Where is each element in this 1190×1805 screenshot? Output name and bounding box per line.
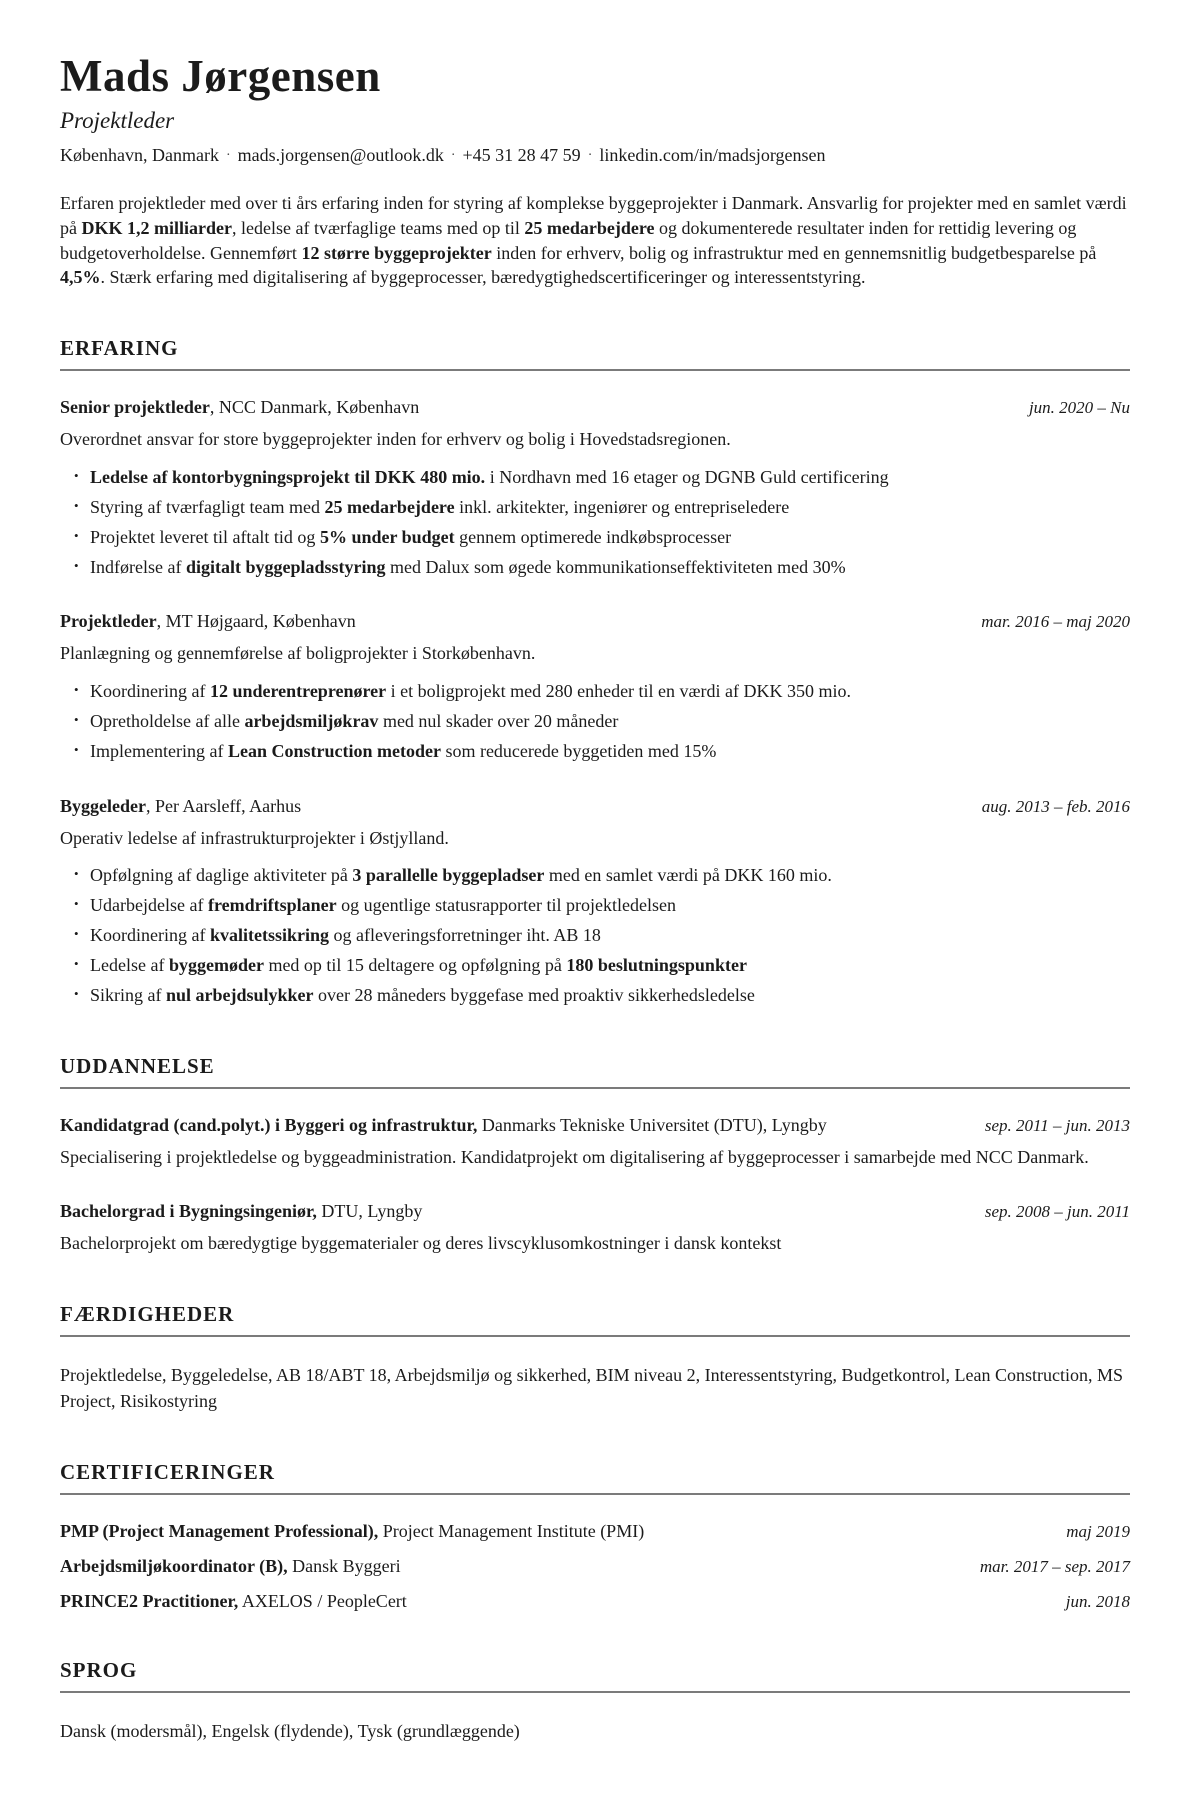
bullet-segment: Lean Construction metoder (227, 740, 441, 761)
degree-description: Bachelorprojekt om bæredygtige byggematerialer og deres livscyklusomkostninger i dansk kontekst (60, 1233, 782, 1254)
bullet-item (90, 893, 1130, 918)
bullet-segment: Styring af tværfagligt team med (90, 496, 325, 517)
degree-title: Kandidatgrad (cand.polyt.) i Byggeri og infrastruktur, (60, 1114, 478, 1135)
bullet-segment: 3 parallelle byggepladser (352, 865, 545, 886)
certification-text (60, 1521, 644, 1542)
skills-text: Projektledelse, Byggeledelse, AB 18/ABT 18, Arbejdsmiljø og sikkerhed, BIM niveau 2, Interessentstyring, Budgetkontrol, Lean Construction, MS Project, Risikostyring (60, 1365, 1124, 1411)
bullet-item (90, 465, 1130, 490)
degree-dates: sep. 2011 – jun. 2013 (984, 1115, 1130, 1135)
bullet-segment: Projektet leveret til aftalt tid og (90, 526, 320, 547)
bullet-segment: som reducerede byggetiden med 15% (440, 740, 717, 761)
contact-location: København, Danmark (60, 144, 219, 165)
summary-segment: 25 medarbejdere (524, 217, 655, 238)
section-heading-skills: FÆRDIGHEDER (60, 1302, 235, 1327)
job-header (60, 397, 1130, 418)
languages-text: Dansk (modersmål), Engelsk (flydende), Tysk (grundlæggende) (60, 1721, 520, 1742)
degree-title: Bachelorgrad i Bygningsingeniør, (60, 1201, 317, 1222)
degree-header-text (60, 1201, 422, 1222)
section-skills (60, 1302, 1130, 1414)
education-entry (60, 1115, 1130, 1170)
bullet-segment: 5% under budget (319, 526, 455, 547)
summary-segment: 12 større byggeprojekter (301, 242, 492, 263)
section-heading-experience: ERFARING (60, 336, 179, 361)
bullet-segment: nul arbejdsulykker (166, 984, 314, 1005)
bullet-segment: med en samlet værdi på DKK 160 mio. (544, 865, 832, 886)
section-heading-languages: SPROG (60, 1658, 138, 1683)
job-company: , MT Højgaard, København (156, 611, 356, 632)
experience-entry (60, 796, 1130, 1008)
bullet-item (90, 923, 1130, 948)
experience-list (60, 397, 1130, 1007)
bullet-item (90, 983, 1130, 1008)
certification-dates: mar. 2017 – sep. 2017 (979, 1557, 1130, 1577)
bullet-item (90, 679, 1130, 704)
job-company: , Per Aarsleff, Aarhus (145, 795, 302, 816)
section-rule (60, 369, 1130, 371)
job-description: Planlægning og gennemførelse af boligprojekter i Storkøbenhavn. (60, 643, 536, 664)
certification-title: PRINCE2 Practitioner, (60, 1591, 239, 1612)
bullet-segment: Udarbejdelse af (90, 895, 208, 916)
job-bullets (60, 863, 1130, 1007)
education-list (60, 1115, 1130, 1257)
certification-dates: jun. 2018 (1065, 1592, 1130, 1612)
certification-title: PMP (Project Management Professional), (60, 1521, 379, 1542)
job-header (60, 611, 1130, 632)
section-heading-education: UDDANNELSE (60, 1053, 215, 1078)
certification-issuer: Project Management Institute (PMI) (378, 1521, 645, 1542)
contact-phone: +45 31 28 47 59 (462, 144, 581, 165)
summary-segment: . Stærk erfaring med digitalisering af byggeprocesser, bæredygtighedscertificeringer og interessentstyring. (100, 267, 866, 288)
person-title: Projektleder (60, 107, 175, 133)
job-dates: aug. 2013 – feb. 2016 (981, 796, 1130, 816)
degree-description: Specialisering i projektledelse og byggeadministration. Kandidatprojekt om digitalisering af byggeprocesser i samarbejde med NCC Danmark. (60, 1146, 1089, 1167)
person-name: Mads Jørgensen (60, 51, 381, 101)
job-bullets (60, 465, 1130, 579)
section-rule (60, 1493, 1130, 1495)
section-heading-certifications: CERTIFICERINGER (60, 1460, 275, 1485)
job-description: Operativ ledelse af infrastrukturprojekter i Østjylland. (60, 827, 449, 848)
degree-institution: DTU, Lyngby (316, 1201, 423, 1222)
job-title: Byggeleder (60, 795, 146, 816)
summary-segment: 4,5% (60, 267, 101, 288)
bullet-segment: 25 medarbejdere (324, 496, 455, 517)
bullet-segment: Indførelse af (90, 556, 186, 577)
summary-segment: inden for erhverv, bolig og infrastruktur med en gennemsnitlig budgetbesparelse på (491, 242, 1097, 263)
bullet-segment: inkl. arkitekter, ingeniører og entrepriseledere (454, 496, 790, 517)
degree-dates: sep. 2008 – jun. 2011 (984, 1202, 1130, 1222)
bullet-segment: med Dalux som øgede kommunikationseffektiviteten med 30% (385, 556, 846, 577)
job-dates: mar. 2016 – maj 2020 (981, 612, 1130, 632)
bullet-item (90, 709, 1130, 734)
bullet-segment: byggemøder (168, 954, 264, 975)
job-header-text (60, 611, 356, 632)
certification-entry (60, 1521, 1130, 1542)
job-header-text (60, 397, 419, 418)
bullet-segment: med op til 15 deltagere og opfølgning på (263, 954, 567, 975)
job-dates: jun. 2020 – Nu (1028, 398, 1130, 418)
job-title: Senior projektleder (60, 397, 210, 418)
section-certifications (60, 1460, 1130, 1612)
degree-header (60, 1115, 1130, 1136)
certification-text (60, 1591, 407, 1612)
summary-segment: og dokumenterede resultater inden for rettidig levering og budgetoverholdelse. Gennemført (60, 217, 1077, 263)
bullet-segment: og afleveringsforretninger iht. AB 18 (328, 925, 601, 946)
contact-email: mads.jorgensen@outlook.dk (237, 144, 444, 165)
section-experience (60, 336, 1130, 1007)
bullet-item (90, 525, 1130, 550)
section-rule (60, 1087, 1130, 1089)
degree-header (60, 1201, 1130, 1222)
bullet-segment: og ugentlige statusrapporter til projektledelsen (336, 895, 677, 916)
bullet-item (90, 739, 1130, 764)
summary-segment: , ledelse af tværfaglige teams med op til (231, 217, 525, 238)
bullet-segment: over 28 måneders byggefase med proaktiv sikkerhedsledelse (313, 984, 755, 1005)
education-entry (60, 1201, 1130, 1256)
bullet-item (90, 863, 1130, 888)
experience-entry (60, 397, 1130, 579)
bullet-segment: Koordinering af (90, 925, 210, 946)
degree-header-text (60, 1115, 827, 1136)
section-rule (60, 1335, 1130, 1337)
bullet-item (90, 555, 1130, 580)
job-description: Overordnet ansvar for store byggeprojekter inden for erhverv og bolig i Hovedstadsregionen. (60, 429, 731, 450)
section-education (60, 1054, 1130, 1257)
bullet-segment: digitalt byggepladsstyring (185, 556, 386, 577)
certification-issuer: Dansk Byggeri (287, 1556, 401, 1577)
bullet-segment: Ledelse af kontorbygningsprojekt til DKK 480 mio. (90, 467, 486, 488)
bullet-segment: Opretholdelse af alle (90, 711, 245, 731)
certification-entry (60, 1556, 1130, 1577)
summary-segment: Erfaren projektleder med over ti års erfaring inden for styring af komplekse byggeprojekter i Danmark. Ansvarlig for projekter med en samlet værdi på (60, 192, 1127, 238)
certification-text (60, 1556, 401, 1577)
summary-segment: DKK 1,2 milliarder (81, 217, 232, 238)
bullet-item (90, 953, 1130, 978)
summary-paragraph (60, 191, 1130, 290)
bullet-segment: 180 beslutningspunkter (566, 954, 747, 975)
contact-line (60, 145, 1130, 166)
contact-linkedin: linkedin.com/in/madsjorgensen (599, 144, 826, 165)
bullet-segment: i et boligprojekt med 280 enheder til en værdi af DKK 350 mio. (386, 681, 852, 702)
bullet-segment: fremdriftsplaner (207, 895, 337, 916)
section-languages (60, 1658, 1130, 1745)
certification-issuer: AXELOS / PeopleCert (238, 1591, 407, 1612)
bullet-segment: 12 underentreprenører (209, 681, 387, 702)
job-title: Projektleder (60, 611, 157, 632)
bullet-segment: Sikring af (90, 984, 166, 1005)
job-header-text (60, 796, 301, 817)
bullet-segment: Ledelse af (90, 954, 169, 975)
bullet-segment: Implementering af (90, 740, 228, 761)
job-bullets (60, 679, 1130, 763)
degree-institution: Danmarks Tekniske Universitet (DTU), Lyngby (477, 1114, 827, 1135)
bullet-segment: med nul skader over 20 måneder (378, 711, 619, 731)
job-company: , NCC Danmark, København (209, 397, 420, 418)
job-header (60, 796, 1130, 817)
bullet-segment: Opfølgning af daglige aktiviteter på (90, 865, 353, 886)
certification-dates: maj 2019 (1066, 1522, 1130, 1542)
contact-separator: · (225, 147, 231, 163)
bullet-item (90, 495, 1130, 520)
certifications-list (60, 1521, 1130, 1612)
contact-separator: · (587, 147, 593, 163)
bullet-segment: i Nordhavn med 16 etager og DGNB Guld certificering (485, 467, 889, 488)
bullet-segment: gennem optimerede indkøbsprocesser (454, 526, 732, 547)
bullet-segment: arbejdsmiljøkrav (244, 711, 379, 731)
certification-entry (60, 1591, 1130, 1612)
experience-entry (60, 611, 1130, 763)
bullet-segment: kvalitetssikring (209, 925, 329, 946)
bullet-segment: Koordinering af (90, 681, 210, 702)
certification-title: Arbejdsmiljøkoordinator (B), (60, 1556, 288, 1577)
contact-separator: · (450, 147, 456, 163)
section-rule (60, 1691, 1130, 1693)
